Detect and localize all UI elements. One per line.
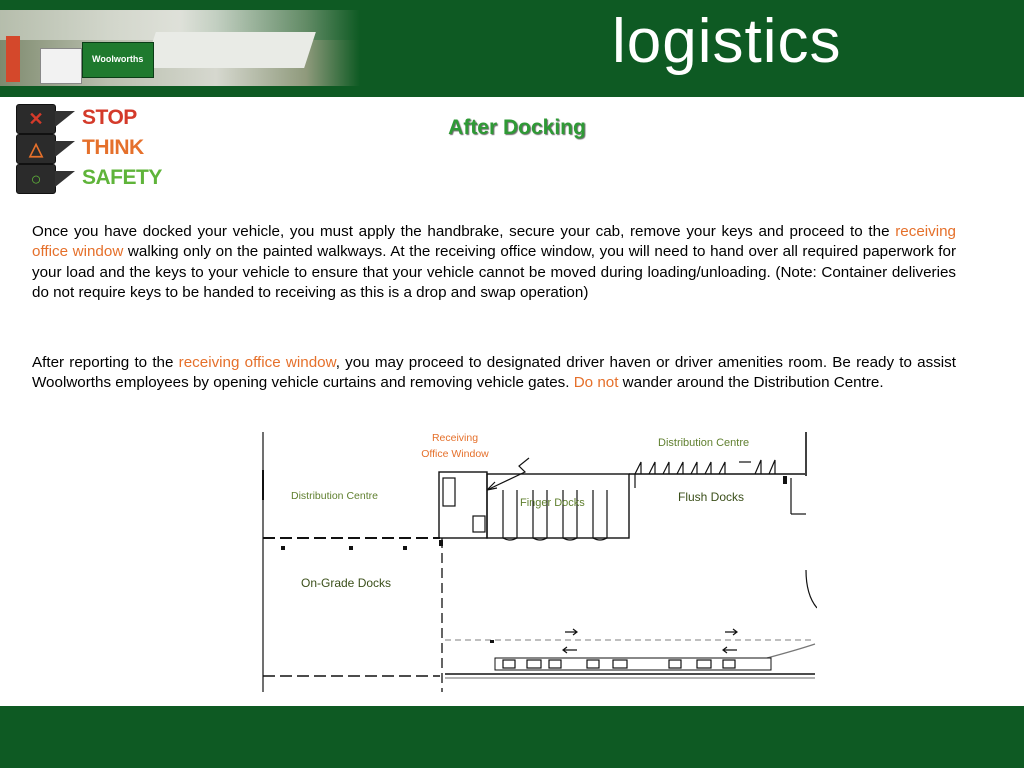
flush-docks-label: Flush Docks [678,490,745,504]
safety-light-fin [55,171,75,187]
stop-label: STOP [82,106,137,129]
receiving-office-label [415,430,495,462]
paragraph-docking [32,222,956,304]
header-banner [0,0,1024,97]
page-title: After Docking [448,116,586,139]
site-map-diagram [257,430,817,695]
logo-text: logistics [612,7,842,76]
receiving-office-link-1: receiving office window [32,223,956,261]
banner-warehouse [144,32,316,68]
receiving-office-link-2: receiving office window [178,354,336,371]
banner-person [6,36,20,82]
receiving-office-label-line1: Receiving [431,432,479,444]
finger-docks-label: Finger Docks [520,497,585,509]
distribution-centre-right-label: Distribution Centre [658,437,750,449]
banner-photo [0,10,360,86]
paragraph1-text1: Once you have docked your vehicle, you must apply the handbrake, secure your cab, remove your keys and proceed to the [32,223,896,240]
paragraph2-text1: After reporting to the [32,354,179,371]
banner-truck-text: Woolworths [92,54,144,64]
banner-truck-cab [40,48,82,84]
cross-icon: ✕ [28,109,44,129]
circle-icon: ○ [30,169,42,189]
do-not-warning: Do not [573,374,619,392]
traffic-light-icon [16,100,78,196]
paragraph2-text3: wander around the Distribution Centre. [618,374,884,392]
distribution-centre-left-label: Distribution Centre [291,490,378,502]
on-grade-docks-label: On-Grade Docks [301,576,392,590]
receiving-office-label-line2: Office Window [421,448,489,460]
triangle-icon: △ [29,139,43,159]
site-map-lines [257,430,817,695]
footer-bar [0,706,1024,768]
paragraph1-text2: walking only on the painted walkways. At the receiving office window, you will need to hand over all required paperwork for your load and the keys to your vehicle to ensure that your vehicle cannot be moved during loading/unloading. (Note: Container deliveries do not require keys to be handed to receiving as this is a drop and swap operation) [32,243,956,302]
paragraph2-text2: , you may proceed to designated driver haven or driver amenities room. Be ready to assist Woolworths employees by opening vehicle curtains and removing vehicle gates. [32,354,956,392]
safety-label: SAFETY [82,166,162,189]
think-light-fin [55,141,75,157]
paragraph-reporting [32,353,956,394]
safety-light [16,164,56,194]
think-label: THINK [82,136,144,159]
